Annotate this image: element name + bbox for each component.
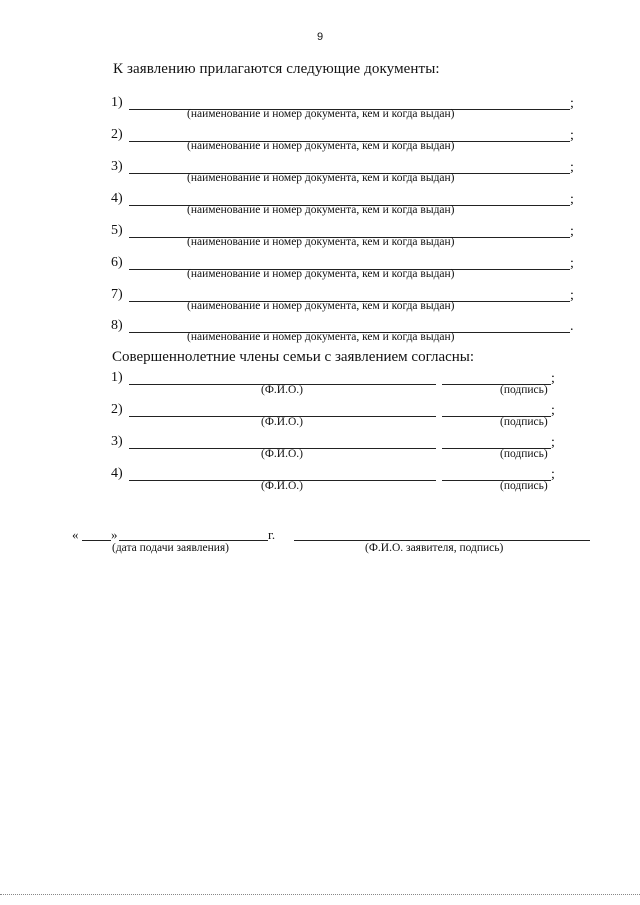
date-day-line[interactable] xyxy=(82,540,111,541)
document-caption: (наименование и номер документа, кем и когда выдан) xyxy=(187,108,455,120)
document-caption: (наименование и номер документа, кем и когда выдан) xyxy=(187,236,455,248)
document-item-number: 5) xyxy=(111,223,123,238)
page-number: 9 xyxy=(316,31,324,43)
family-member-end: ; xyxy=(551,371,555,386)
document-item-end: ; xyxy=(570,192,574,207)
attachments-heading: К заявлению прилагаются следующие документы: xyxy=(113,61,440,77)
document-caption: (наименование и номер документа, кем и когда выдан) xyxy=(187,204,455,216)
document-item-end: ; xyxy=(570,288,574,303)
family-name-caption: (Ф.И.О.) xyxy=(261,416,303,428)
page-bottom-edge xyxy=(0,894,640,895)
document-item xyxy=(111,191,574,221)
document-item-end: ; xyxy=(570,128,574,143)
document-item-end: ; xyxy=(570,96,574,111)
document-item-end: . xyxy=(570,319,574,334)
document-caption: (наименование и номер документа, кем и когда выдан) xyxy=(187,331,455,343)
document-caption: (наименование и номер документа, кем и когда выдан) xyxy=(187,140,455,152)
family-member-item xyxy=(111,402,571,434)
family-name-caption: (Ф.И.О.) xyxy=(261,480,303,492)
family-signature-caption: (подпись) xyxy=(500,448,548,460)
document-item-number: 8) xyxy=(111,318,123,333)
family-member-number: 2) xyxy=(111,402,123,417)
applicant-caption: (Ф.И.О. заявителя, подпись) xyxy=(365,542,504,554)
family-member-end: ; xyxy=(551,403,555,418)
date-caption: (дата подачи заявления) xyxy=(112,542,229,554)
family-signature-caption: (подпись) xyxy=(500,480,548,492)
family-name-caption: (Ф.И.О.) xyxy=(261,384,303,396)
document-item-number: 6) xyxy=(111,255,123,270)
family-consent-heading: Совершеннолетние члены семьи с заявлением согласны: xyxy=(112,349,475,365)
document-item-number: 1) xyxy=(111,95,123,110)
family-member-number: 4) xyxy=(111,466,123,481)
date-month-line[interactable] xyxy=(119,540,268,541)
document-item xyxy=(111,159,574,189)
document-item-number: 4) xyxy=(111,191,123,206)
document-item-number: 3) xyxy=(111,159,123,174)
document-item xyxy=(111,318,574,348)
family-member-item xyxy=(111,466,571,498)
document-item xyxy=(111,127,574,157)
document-caption: (наименование и номер документа, кем и когда выдан) xyxy=(187,268,455,280)
family-member-item xyxy=(111,370,571,402)
applicant-signature-line[interactable] xyxy=(294,540,590,541)
family-signature-caption: (подпись) xyxy=(500,384,548,396)
document-item xyxy=(111,287,574,317)
document-item-number: 2) xyxy=(111,127,123,142)
document-item-end: ; xyxy=(570,224,574,239)
family-member-end: ; xyxy=(551,467,555,482)
document-item xyxy=(111,223,574,253)
application-date-signature-row xyxy=(72,527,592,567)
document-item-end: ; xyxy=(570,256,574,271)
date-year-suffix: г. xyxy=(268,527,276,542)
document-item xyxy=(111,255,574,285)
document-caption: (наименование и номер документа, кем и когда выдан) xyxy=(187,300,455,312)
document-item-end: ; xyxy=(570,160,574,175)
date-quote-open: « xyxy=(72,527,79,542)
document-item xyxy=(111,95,574,125)
family-member-number: 3) xyxy=(111,434,123,449)
document-caption: (наименование и номер документа, кем и когда выдан) xyxy=(187,172,455,184)
family-name-caption: (Ф.И.О.) xyxy=(261,448,303,460)
family-member-end: ; xyxy=(551,435,555,450)
date-quote-close: » xyxy=(111,527,118,542)
family-member-item xyxy=(111,434,571,466)
document-item-number: 7) xyxy=(111,287,123,302)
family-member-number: 1) xyxy=(111,370,123,385)
family-signature-caption: (подпись) xyxy=(500,416,548,428)
